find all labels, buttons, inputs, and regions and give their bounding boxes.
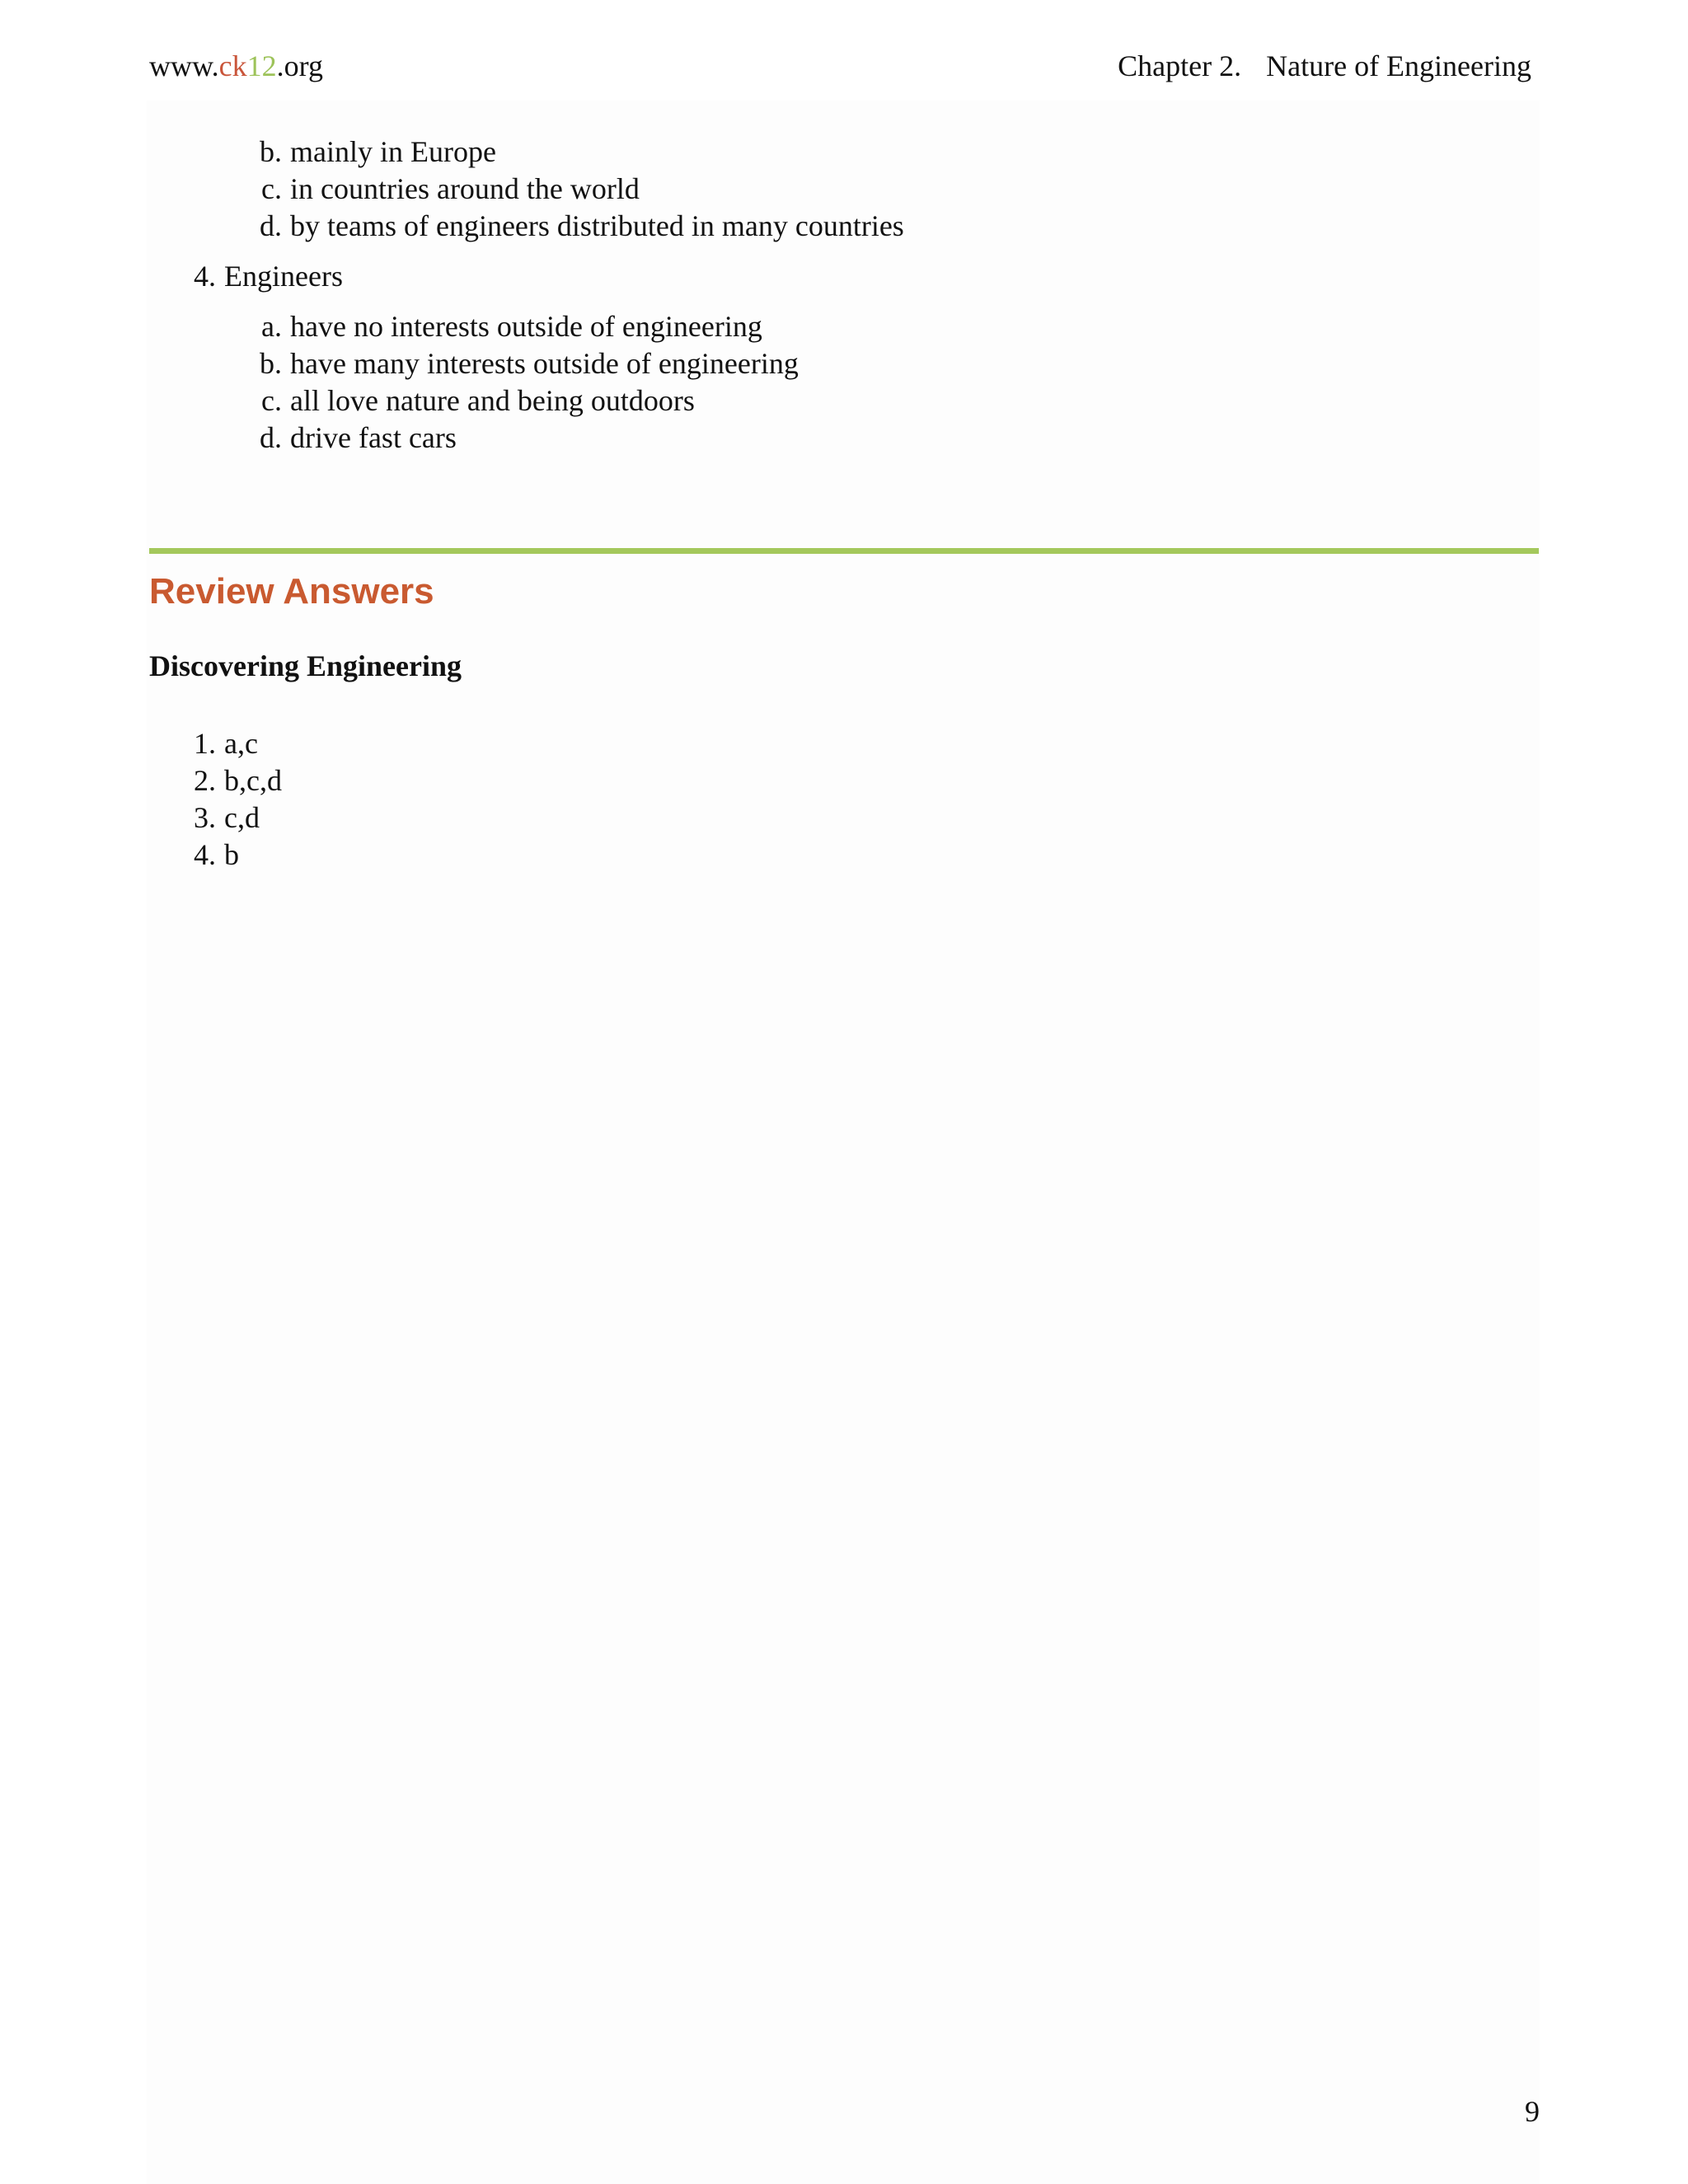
question-item [194, 258, 343, 295]
option-marker: b. [260, 347, 282, 380]
option-marker: a. [261, 310, 282, 343]
answer-item [194, 837, 282, 874]
answer-marker: 3. [194, 801, 216, 834]
section-title: Review Answers [149, 571, 434, 612]
option-text: have many interests outside of engineering [290, 347, 799, 380]
question-4 [194, 258, 343, 295]
option-text: by teams of engineers distributed in many countries [290, 209, 904, 242]
answer-text: b [224, 838, 239, 871]
question-4-options [260, 308, 799, 457]
question-3-options [260, 134, 904, 245]
option-item [260, 134, 904, 171]
answer-marker: 1. [194, 727, 216, 760]
url-suffix: .org [276, 49, 323, 82]
subsection-title: Discovering Engineering [149, 649, 462, 682]
option-text: in countries around the world [290, 172, 640, 205]
answer-marker: 2. [194, 764, 216, 797]
answer-marker: 4. [194, 838, 216, 871]
option-marker: b. [260, 135, 282, 168]
option-text: have no interests outside of engineering [290, 310, 762, 343]
site-url [149, 48, 323, 84]
option-marker: d. [260, 209, 282, 242]
running-header [1118, 48, 1531, 84]
question-text: Engineers [224, 260, 343, 293]
question-marker: 4. [194, 260, 216, 293]
option-item [261, 382, 799, 419]
answer-item [194, 762, 282, 799]
option-item [260, 419, 799, 457]
option-item [261, 171, 904, 208]
option-text: drive fast cars [290, 421, 457, 454]
option-item [261, 308, 799, 345]
page-number: 9 [1525, 2095, 1540, 2128]
answer-list [194, 725, 282, 874]
option-marker: d. [260, 421, 282, 454]
option-marker: c. [261, 172, 282, 205]
answer-item [194, 799, 282, 837]
answer-text: b,c,d [224, 764, 282, 797]
answer-item [194, 725, 282, 762]
chapter-title: Nature of Engineering [1266, 49, 1531, 82]
section-divider [149, 548, 1539, 554]
option-text: all love nature and being outdoors [290, 384, 695, 417]
option-item [260, 345, 799, 382]
url-num: 12 [246, 49, 277, 82]
option-item [260, 208, 904, 245]
chapter-number: Chapter 2. [1118, 49, 1242, 82]
option-marker: c. [261, 384, 282, 417]
url-ck: ck [218, 49, 247, 82]
option-text: mainly in Europe [290, 135, 496, 168]
answer-text: c,d [224, 801, 260, 834]
answer-text: a,c [224, 727, 258, 760]
url-prefix: www. [149, 49, 219, 82]
